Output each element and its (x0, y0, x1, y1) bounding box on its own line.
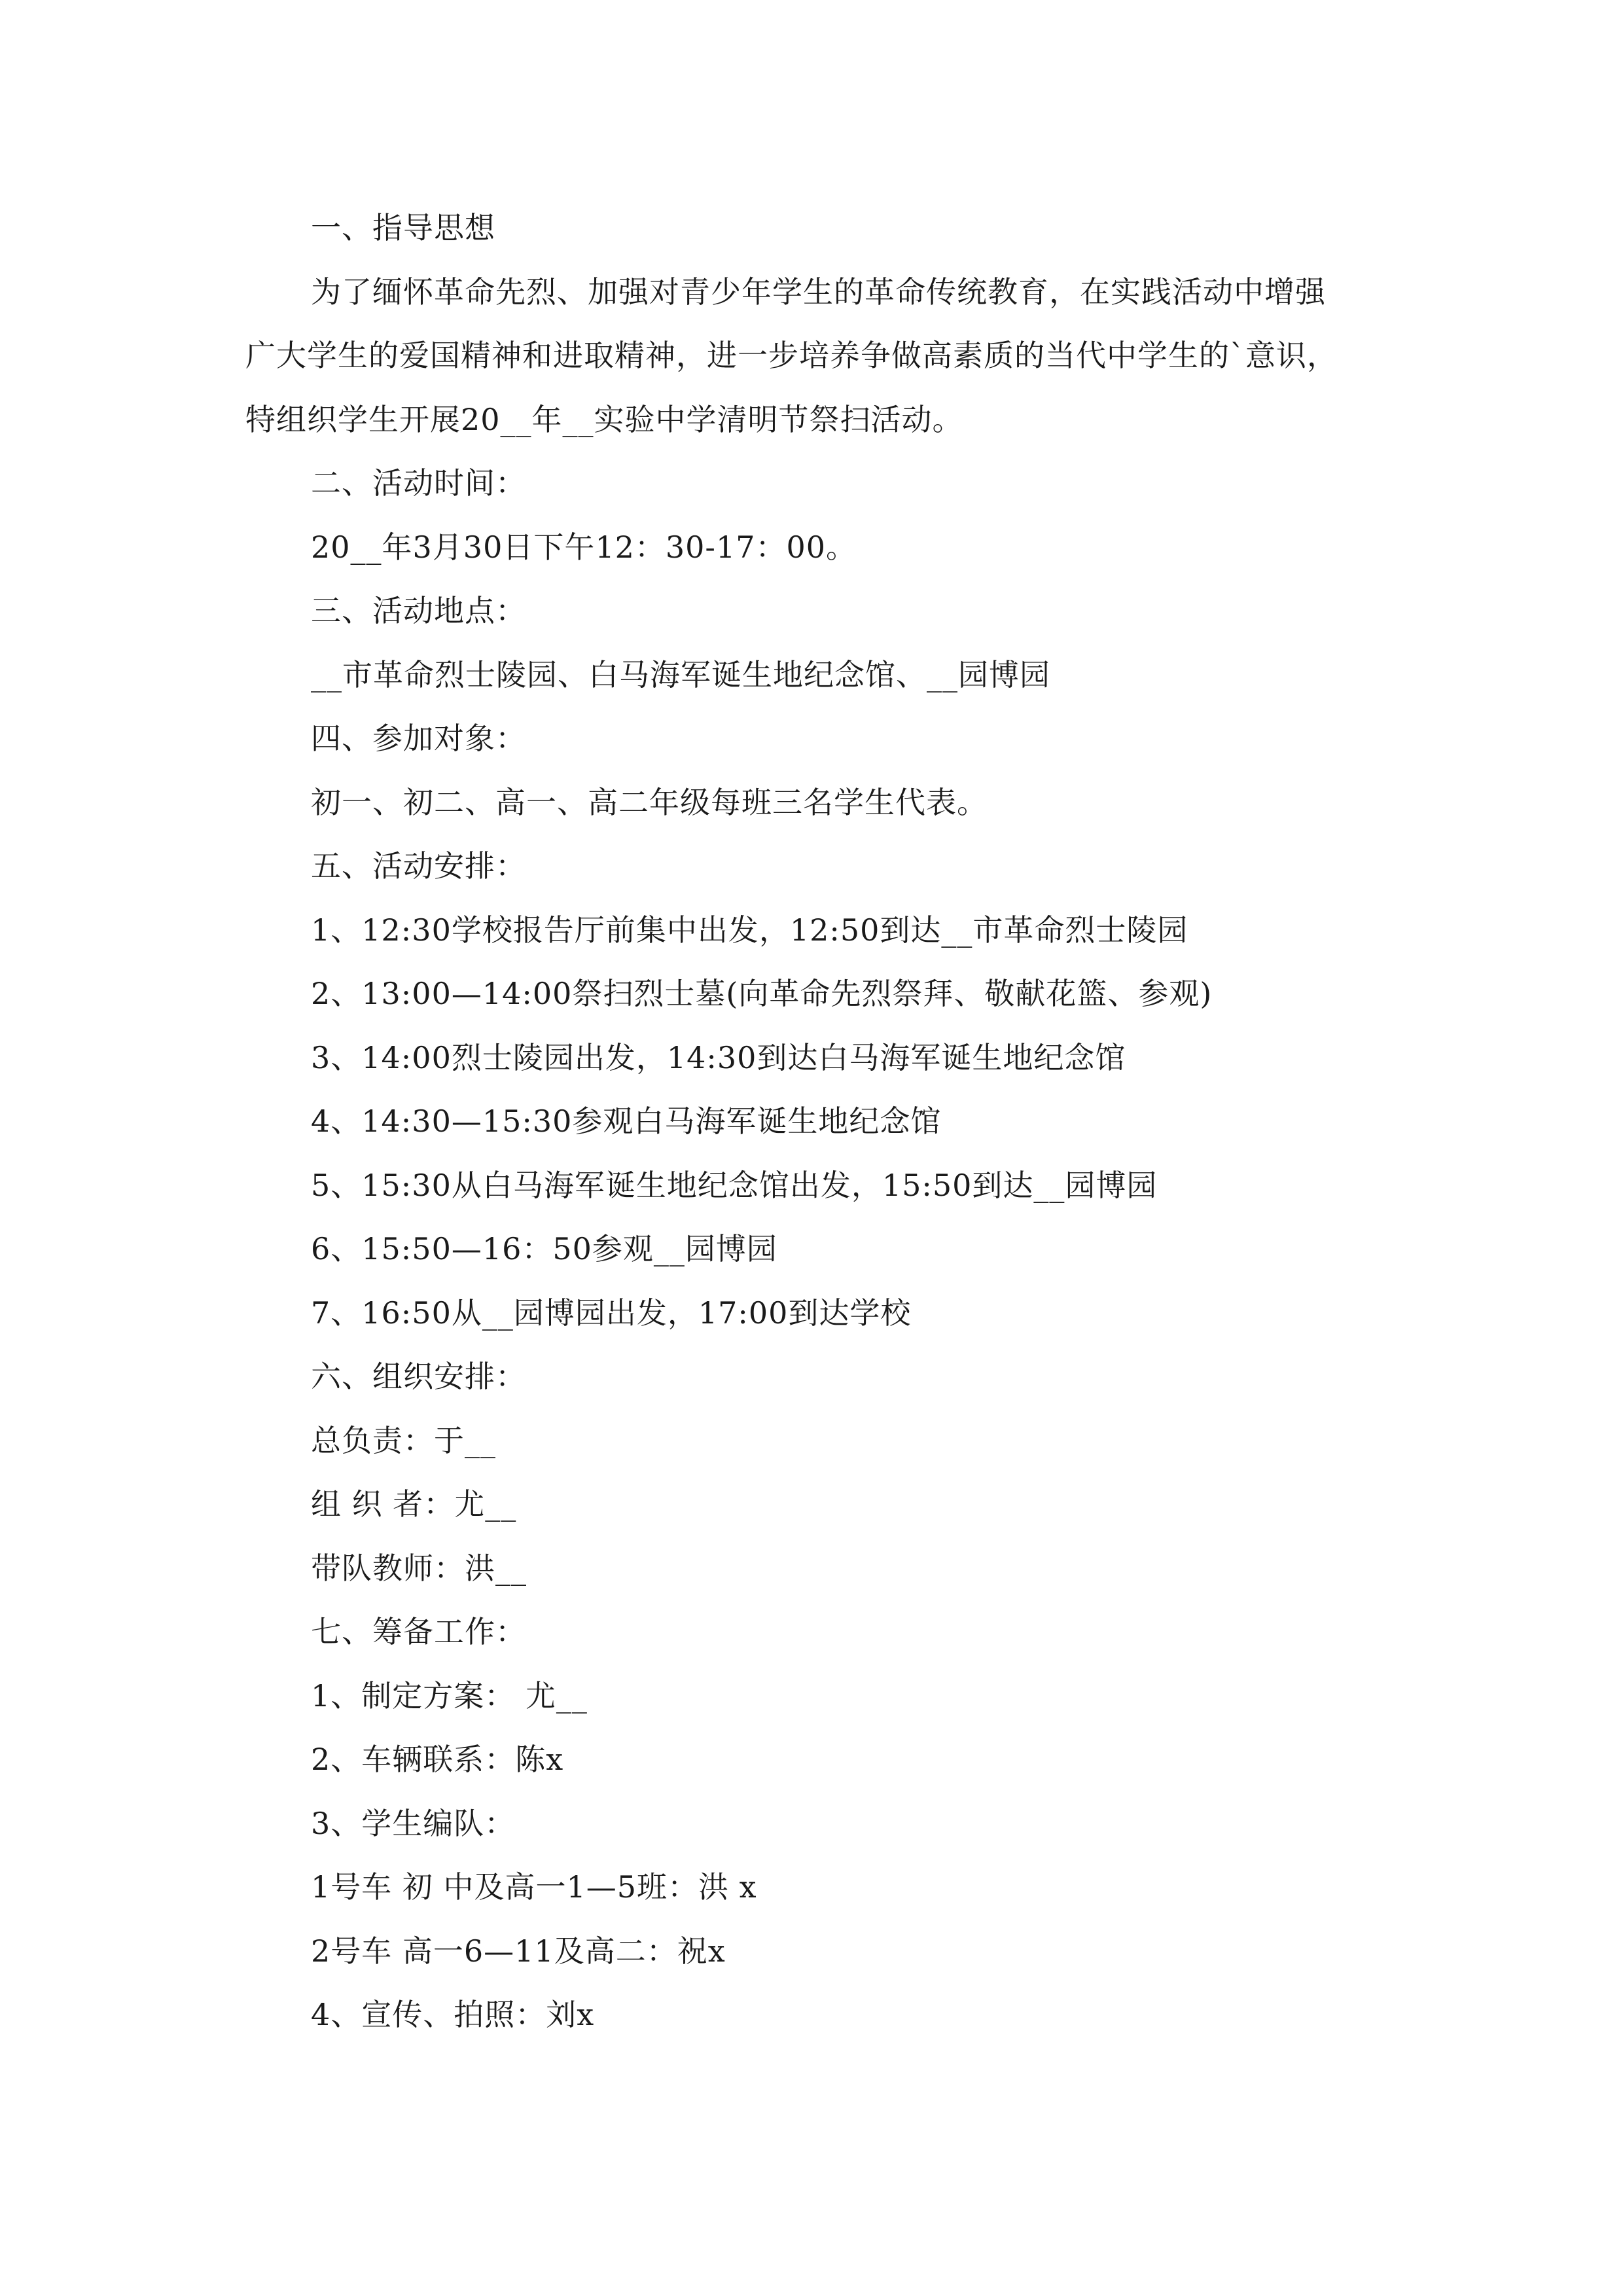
section-heading-activity-schedule: 五、活动安排： (311, 848, 526, 884)
schedule-item: 3、14:00烈士陵园出发，14:30到达白马海军诞生地纪念馆 (311, 1040, 1126, 1075)
preparation-item: 1号车 初 中及高一1—5班：洪 x (311, 1869, 757, 1905)
schedule-item: 1、12:30学校报告厅前集中出发，12:50到达__市革命烈士陵园 (311, 912, 1188, 948)
preparation-item: 4、宣传、拍照：刘x (311, 1997, 595, 2032)
section-heading-guiding-ideology: 一、指导思想 (311, 210, 495, 245)
section-heading-participants: 四、参加对象： (311, 721, 526, 756)
section-heading-activity-location: 三、活动地点： (311, 593, 526, 628)
organization-item: 组 织 者：尤__ (311, 1486, 517, 1522)
organization-item: 总负责：于__ (311, 1423, 496, 1458)
schedule-item: 2、13:00—14:00祭扫烈士墓(向革命先烈祭拜、敬献花篮、参观) (311, 976, 1213, 1011)
organization-item: 带队教师：洪__ (311, 1551, 527, 1586)
paragraph-line: 特组织学生开展20__年__实验中学清明节祭扫活动。 (245, 402, 963, 437)
schedule-item: 4、14:30—15:30参观白马海军诞生地纪念馆 (311, 1103, 942, 1139)
section-heading-preparation: 七、筹备工作： (311, 1614, 526, 1649)
paragraph-line: 广大学生的爱国精神和进取精神，进一步培养争做高素质的当代中学生的`意识， (245, 338, 1338, 373)
schedule-item: 7、16:50从__园博园出发，17:00到达学校 (311, 1295, 912, 1331)
section-heading-activity-time: 二、活动时间： (311, 465, 526, 501)
section-heading-organization: 六、组织安排： (311, 1359, 526, 1394)
preparation-item: 1、制定方案： 尤__ (311, 1678, 588, 1713)
paragraph-line: 为了缅怀革命先烈、加强对青少年学生的革命传统教育，在实践活动中增强 (311, 274, 1326, 310)
schedule-item: 6、15:50—16：50参观__园博园 (311, 1231, 777, 1266)
activity-location-value: __市革命烈士陵园、白马海军诞生地纪念馆、__园博园 (311, 657, 1050, 692)
activity-time-value: 20__年3月30日下午12：30-17：00。 (311, 529, 857, 565)
schedule-item: 5、15:30从白马海军诞生地纪念馆出发，15:50到达__园博园 (311, 1168, 1158, 1203)
participants-value: 初一、初二、高一、高二年级每班三名学生代表。 (311, 785, 988, 820)
preparation-item: 2号车 高一6—11及高二：祝x (311, 1933, 726, 1969)
preparation-item: 3、学生编队： (311, 1806, 516, 1841)
preparation-item: 2、车辆联系：陈x (311, 1742, 564, 1777)
